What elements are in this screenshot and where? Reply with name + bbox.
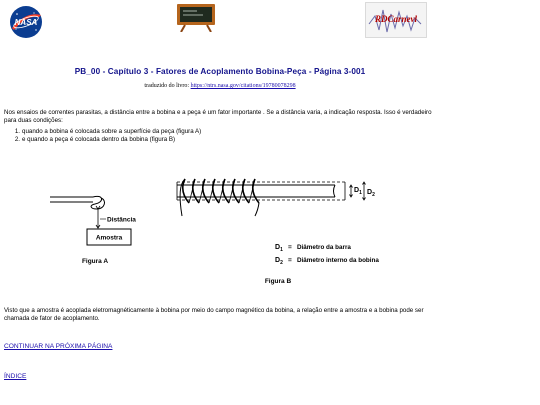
figure-b bbox=[177, 179, 379, 285]
rd-logo-text: RDCarnevl bbox=[374, 14, 418, 24]
index-link[interactable]: ÍNDICE bbox=[4, 373, 27, 380]
coupling-diagram bbox=[45, 176, 395, 288]
figure-b-caption: Figura B bbox=[264, 278, 292, 285]
next-page-link[interactable]: CONTINUAR NA PRÓXIMA PÁGINA bbox=[4, 343, 113, 350]
figure-a bbox=[50, 196, 136, 265]
d1-label: $D_1$ bbox=[354, 187, 362, 196]
legend-d2-equals: = bbox=[288, 257, 292, 264]
distance-label: Distância bbox=[107, 216, 136, 224]
translated-from bbox=[0, 83, 440, 89]
nasa-logo-text: NASA bbox=[14, 18, 38, 27]
legend-d1-equals: = bbox=[288, 244, 292, 251]
coupling-paragraph: Visto que a amostra é acoplada eletromagnéticamente à bobina por meio do campo magnético da bobina, a relação entre a amostra e a bobina pode ser chamada de fator de acoplamento. bbox=[4, 307, 424, 322]
chalkboard-icon bbox=[173, 2, 219, 32]
nasa-logo bbox=[8, 5, 44, 39]
legend-d2-text: Diâmetro interno da bobina bbox=[297, 257, 379, 264]
legend-d2-symbol: $D_2$ bbox=[275, 257, 283, 266]
source-link[interactable]: https://ntrs.nasa.gov/citations/19780078298 bbox=[190, 83, 296, 89]
legend-d1-symbol: $D_1$ bbox=[275, 244, 283, 253]
conditions-list bbox=[14, 128, 201, 143]
translated-prefix: traduzido do livro: bbox=[144, 83, 190, 89]
legend-d1-text: Diâmetro da barra bbox=[297, 244, 351, 251]
d2-label: $D_2$ bbox=[367, 189, 375, 198]
intro-paragraph: Nos ensaios de correntes parasitas, a distância entre a bobina e a peça é um fator importante . Se a distância varia, a indicação resposta. Isso é verdadeiro para duas condições: bbox=[4, 109, 432, 124]
rd-carnevale-logo bbox=[365, 2, 427, 38]
condition-item: 2. e quando a peça é colocada dentro da bobina (figura B) bbox=[14, 135, 176, 143]
figure-a-caption: Figura A bbox=[81, 258, 109, 265]
sample-label: Amostra bbox=[95, 234, 123, 242]
condition-item: 1. quando a bobina é colocada sobre a superfície da peça (figura A) bbox=[14, 128, 202, 135]
page-title: PB_00 - Capítulo 3 - Fatores de Acoplamento Bobina-Peça - Página 3-001 bbox=[74, 67, 366, 76]
